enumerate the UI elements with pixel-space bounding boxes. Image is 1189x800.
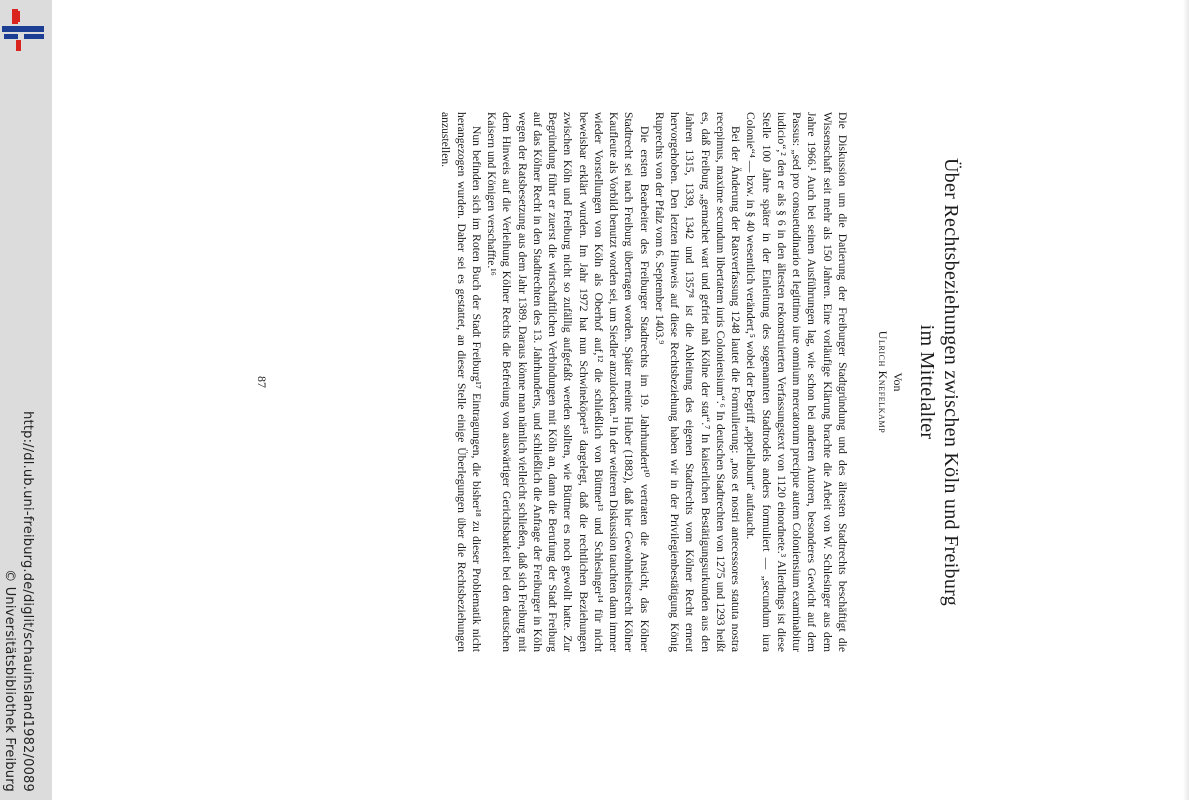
byline: Von xyxy=(891,372,905,392)
sidebar-caption xyxy=(0,0,52,800)
article-title-line-1: Über Rechtsbeziehungen zwischen Köln und Freiburg xyxy=(940,157,962,607)
body-paragraph-2: Bei der Änderung der Ratsverfassung 1248 lautet die Formulierung: „nos et nostri antecessores statuta nostra recepimus, maxime secundum libertatem iuris Coloniensium“.⁶ In deutschen Stadtrechten von 1275 und 1293 heißt es, daß Freiburg „gemachet wart und gefriet nah Kölne der stat“.⁷ In kaiserlichen Bestätigungsurkunden aus den Jahren 1315, 1339, 1342 und 1357⁸ ist die Ableitung des eigenen Stadtrechts vom Kölner Recht erneut hervorgehoben. Den letzten Hinweis auf diese Rechtsbeziehung haben wir in der Privilegienbestätigung König Ruprechts von der Pfalz vom 6. September 1403.⁹ xyxy=(653,112,743,652)
author-name: Ulrich Knefelkamp xyxy=(876,330,890,434)
article-title-line-2: im Mittelalter xyxy=(916,324,938,440)
article-body xyxy=(438,112,850,652)
article-title xyxy=(915,112,963,652)
body-paragraph-4: Nun befinden sich im Roten Buch der Stadt Freiburg¹⁷ Eintragungen, die bisher¹⁸ zu dieser Problematik nicht herangezogen wurden. Daher sei es gestattet, an dieser Stelle einige Überlegungen über die Rechtsbeziehungen anzustellen. xyxy=(439,112,483,652)
body-paragraph-1: Die Diskussion um die Datierung der Freiburger Stadtgründung und des ältesten Stadtrechts beschäftigt die Wissenschaft seit mehr als 150 Jahren. Eine vorläufige Klärung brachte die Arbeit von W. Schlesinger aus dem Jahre 1966.¹ Auch bei seinen Ausführungen lag, wie schon bei anderen Autoren, besonderes Gewicht auf dem Passus: „sed pro consuetudinario et legittimo iure omnium mercatorum precipue autem Coloniensium examinabitur iudicio“,² den er als § 6 in den ältesten rekonstruierten Verfassungstext von 1120 einordnete.³ Allerdings ist diese Stelle 100 Jahre später in der Einleitung des sogenannten Stadtrodels anders formuliert — „secundum iura Colonie“⁴ — bzw. in § 40 wesentlich verändert,⁵ wobei der Begriff „appellabunt“ auftaucht. xyxy=(744,112,849,652)
copyright-notice: © Universitätsbibliothek Freiburg xyxy=(2,569,17,792)
page-edge-shadow xyxy=(1183,0,1189,800)
document-url[interactable]: http://dl.ub.uni-freiburg.de/diglit/schauinsland1982/0089 xyxy=(20,411,35,792)
viewer-sidebar xyxy=(0,0,52,800)
body-paragraph-3: Die ersten Bearbeiter des Freiburger Stadtrechts im 19. Jahrhundert¹⁰ vertraten die Ansicht, das Kölner Stadtrecht sei nach Freiburg übertragen worden. Später meinte Huber (1882), daß hier Gewohnheitsrecht Kölner Kaufleute als Vorbild benutzt worden sei, um Siedler anzulocken.¹¹ In der weiteren Diskussion tauchten dann immer wieder Vorstellungen von Köln als Oberhof auf,¹² die schließlich von Büttner¹³ und Schlesinger¹⁴ für nicht beweisbar erklärt wurden. Im Jahr 1972 hat nun Schwineköper¹⁵ dargelegt, daß die rechtlichen Beziehungen zwischen Köln und Freiburg nicht so zufällig aufgefaßt werden sollten, wie Büttner es noch gewollt hatte. Zur Begründung führt er zuerst die wirtschaftlichen Verbindungen mit Köln an, dann die Berufung der Stadt Freiburg auf das Kölner Recht in den Stadtrechten des 13. Jahrhunderts, und schließlich die Anfrage der Freiburger in Köln wegen der Ratsbesetzung aus dem Jahr 1389. Daraus könne man nämlich vielleicht schließen, daß sich Freiburg mit dem Hinweis auf die Verleihung Kölner Rechts die Befreiung von auswärtiger Gerichtsbarkeit bei den deutschen Kaisern und Königen verschaffte.¹⁶ xyxy=(485,112,651,652)
page-number: 87 xyxy=(255,376,269,388)
scanned-page xyxy=(245,112,965,652)
